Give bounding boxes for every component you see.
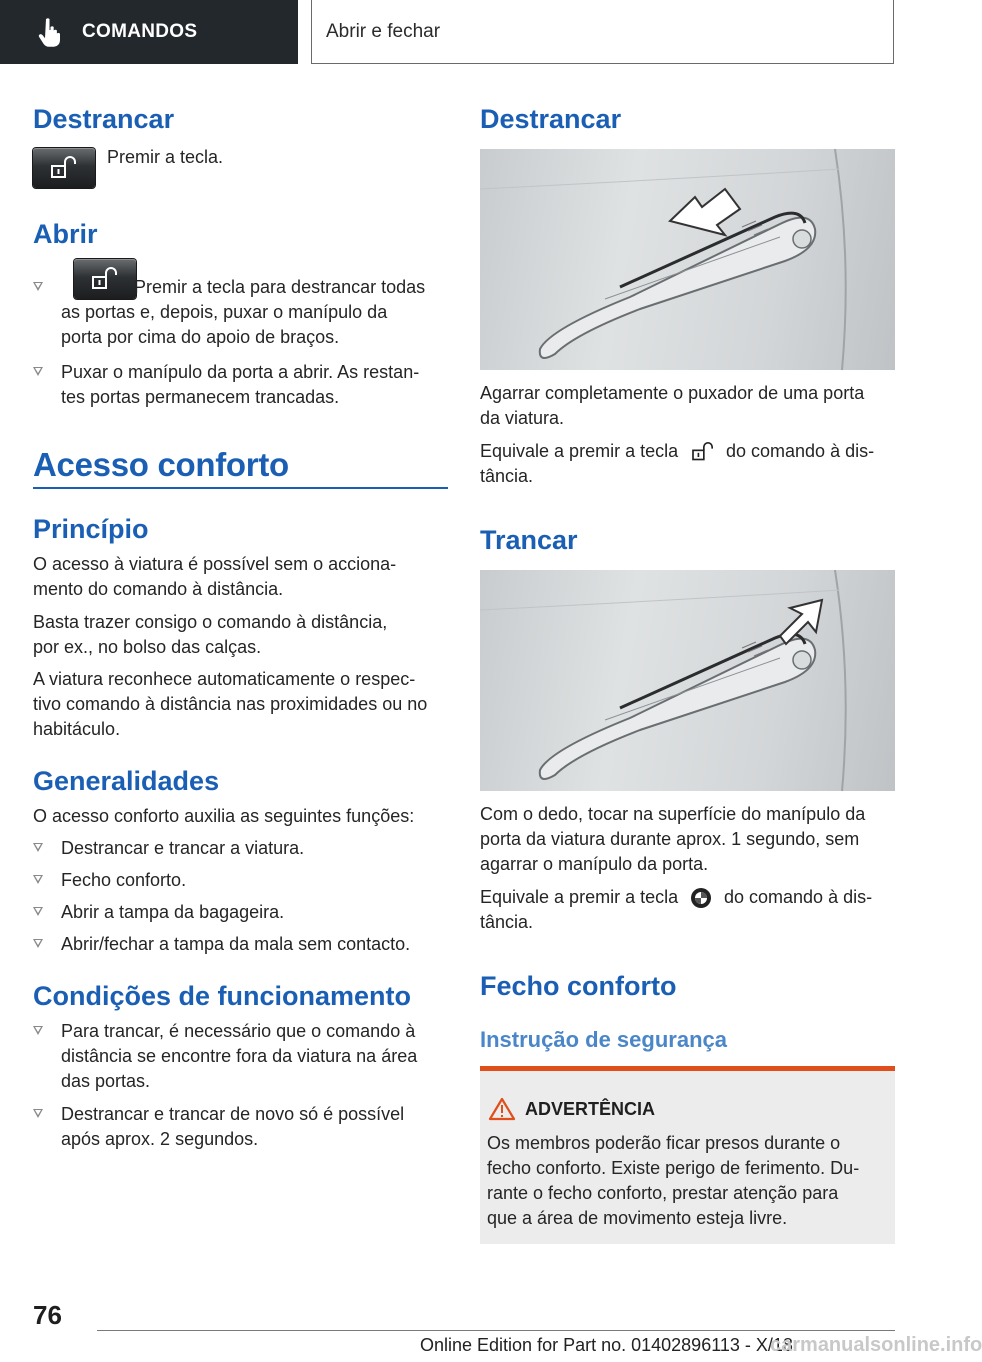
bullet-triangle-icon [33, 843, 43, 852]
heading-principio: Princípio [33, 514, 149, 544]
door-handle-lock-image [480, 570, 895, 791]
subheading-instrucao: Instrução de segurança [480, 1027, 727, 1052]
unlock-icon [690, 442, 716, 462]
heading-trancar: Trancar [480, 525, 578, 555]
edition-info: Online Edition for Part no. 01402896113 - X/18 [420, 1335, 793, 1355]
heading-generalidades: Generalidades [33, 766, 220, 796]
warning-text: Os membros poderão ficar presos durante o fecho conforto. Existe perigo de ferimento. Du- rante o fecho conforto, prestar atenção para que a área de movimento esteja livre. [487, 1133, 860, 1228]
bullet-triangle-icon [33, 1026, 43, 1035]
unlock-key-button [33, 148, 95, 188]
heading-abrir: Abrir [33, 219, 98, 249]
bullet-triangle-icon [33, 907, 43, 916]
hand-pointer-icon [38, 17, 64, 47]
principio-p3: A viatura reconhece automaticamente o respec- tivo comando à distância nas proximidades ou no habitáculo. [33, 669, 428, 739]
chapter-title: Abrir e fechar [326, 20, 441, 42]
heading-destrancar: Destrancar [33, 104, 175, 134]
heading-fecho-conforto: Fecho conforto [480, 971, 677, 1001]
bullet-triangle-icon [33, 1109, 43, 1118]
warning-box [480, 1066, 895, 1244]
chapter-title-box [311, 0, 894, 64]
section-tab [0, 0, 298, 64]
principio-p1: O acesso à viatura é possível sem o acciona- mento do comando à distância. [33, 554, 397, 599]
brand-logo-icon [690, 887, 712, 909]
heading-destrancar-right: Destrancar [480, 104, 622, 134]
door-handle-unlock-image [480, 149, 895, 370]
unlock-icon [50, 156, 78, 180]
list-item: Puxar o manípulo da porta a abrir. As restan- tes portas permanecem trancadas. [33, 360, 448, 412]
heading-acesso-conforto: Acesso conforto [33, 446, 289, 483]
door-handle-illustration [480, 149, 895, 370]
destrancar-right-p2: Equivale a premir a tecla do comando à dis- tância. [480, 441, 875, 486]
bullet-triangle-icon [33, 875, 43, 884]
heading-condicoes: Condições de funcionamento [33, 981, 412, 1011]
watermark: carmanualsonline.info [770, 1334, 982, 1356]
footer-rule [97, 1330, 895, 1331]
section-label: COMANDOS [82, 21, 198, 42]
unlock-icon [91, 267, 119, 291]
list-item: Premir a tecla para destrancar todas as portas e, depois, puxar o manípulo da porta por cima do apoio de braços. [33, 275, 448, 355]
principio-p2: Basta trazer consigo o comando à distância, por ex., no bolso das calças. [33, 612, 388, 657]
bullet-triangle-icon [33, 367, 43, 376]
trancar-p2: Equivale a premir a tecla do comando à dis- tância. [480, 887, 873, 932]
heading-rule [33, 487, 448, 489]
trancar-p1: Com o dedo, tocar na superfície do manípulo da porta da viatura durante aprox. 1 segundo, sem agarrar o manípulo da porta. [480, 804, 866, 874]
warning-title: ADVERTÊNCIA [525, 1099, 656, 1119]
bullet-triangle-icon [33, 282, 43, 291]
warning-triangle-icon [488, 1097, 516, 1121]
manual-page: COMANDOS Abrir e fechar Destrancar Premir a tecla. Abrir Premir a tecla para destrancar todas as portas e, depois, puxar o manípulo da porta por cima do apoio de braços. Puxar o manípulo da porta a abrir. As restan- tes portas permanecem trancadas. Acesso conforto Princípio O acesso à viatura é possível sem o acciona- mento do comando à distância. Basta trazer consigo o comando à distância, por ex., no bolso das calças. A viatura reconhece automaticamente o respec- tivo comando à distância nas proximidades ou no habitáculo. Generalidades O acesso conforto auxilia as seguintes funções: Destrancar e trancar a viatura. Fecho conforto. Abrir a tampa da bagageira. Abrir/fechar a tampa da mala sem contacto. Condições de funcionamento Para trancar, é necessário que o comando à distância se encontre fora da viatura na área das portas. Destrancar e trancar de novo só é possível após aprox. 2 segundos. Destrancar Agarrar completamente o puxador de uma porta da viatura. Equivale a premir a tecla do comando à dis- tância. Trancar Com o dedo, tocar na superfície do manípulo da porta da viatura durante aprox. 1 segundo, sem agarrar o manípulo da porta. Equivale a premir a tecla do comando à dis- tância. Fecho conforto Instrução de segurança ADVERTÊNCIA Os membros poderão ficar presos durante o fecho conforto. Existe perigo de ferimento. Du- rante o fecho conforto, prestar atenção para que a área de movimento esteja livre. 76 Online Edition for Part no. 01402896113 - X/18 carmanualsonline.info [0, 0, 960, 1362]
bullet-triangle-icon [33, 939, 43, 948]
destrancar-right-p1: Agarrar completamente o puxador de uma porta da viatura. [480, 383, 865, 428]
unlock-key-button [74, 259, 136, 299]
generalidades-intro: O acesso conforto auxilia as seguintes funções: [33, 806, 415, 826]
page-number: 76 [33, 1300, 62, 1330]
destrancar-text: Premir a tecla. [107, 147, 224, 167]
door-handle-illustration [480, 570, 895, 791]
